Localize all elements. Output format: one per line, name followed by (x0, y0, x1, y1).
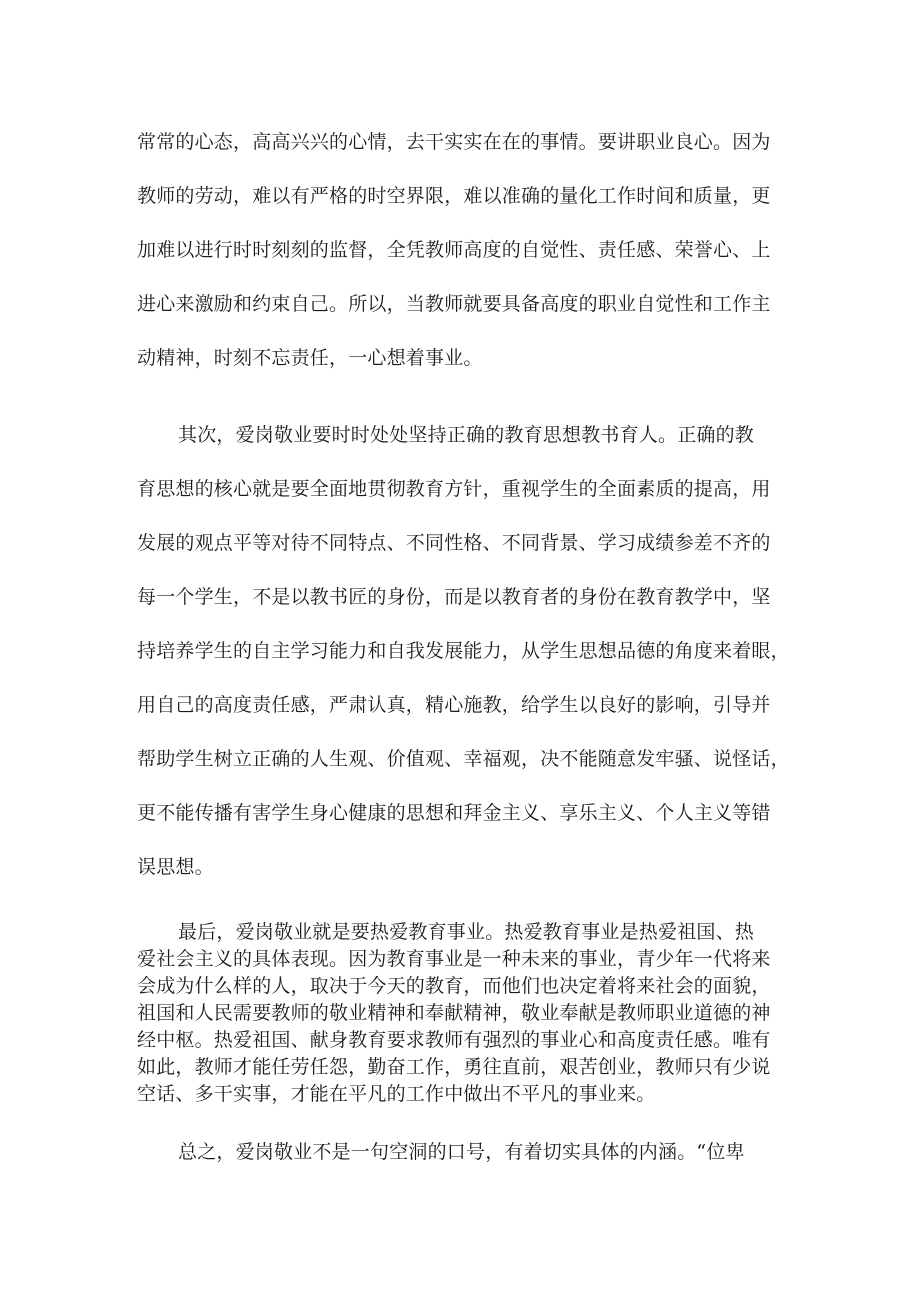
text-line: 祖国和人民需要教师的敬业精神和奉献精神，敬业奉献是教师职业道德的神 (137, 1002, 771, 1024)
text-line: 如此，教师才能任劳任怨，勤奋工作，勇往直前，艰苦创业，教师只有少说 (137, 1056, 771, 1078)
text-line: 持培养学生的自主学习能力和自我发展能力，从学生思想品德的角度来着眼， (137, 640, 790, 662)
text-line: 最后，爱岗敬业就是要热爱教育事业。热爱教育事业是热爱祖国、热 (178, 921, 755, 943)
text-line: 更不能传播有害学生身心健康的思想和拜金主义、享乐主义、个人主义等错 (137, 802, 771, 824)
text-line: 常常的心态，高高兴兴的心情，去干实实在在的事情。要讲职业良心。因为 (137, 131, 771, 153)
text-line: 空话、多干实事，才能在平凡的工作中做出不平凡的事业来。 (137, 1083, 656, 1105)
text-line: 总之，爱岗敬业不是一句空洞的口号，有着切实具体的内涵。“位卑 (178, 1141, 745, 1163)
text-line: 经中枢。热爱祖国、献身教育要求教师有强烈的事业心和高度责任感。唯有 (137, 1029, 771, 1051)
text-line: 发展的观点平等对待不同特点、不同性格、不同背景、学习成绩参差不齐的 (137, 532, 771, 554)
text-line: 动精神，时刻不忘责任，一心想着事业。 (137, 347, 483, 369)
text-line: 加难以进行时时刻刻的监督，全凭教师高度的自觉性、责任感、荣誉心、上 (137, 239, 771, 261)
text-line: 育思想的核心就是要全面地贯彻教育方针，重视学生的全面素质的提高，用 (137, 478, 771, 500)
text-line: 误思想。 (137, 856, 214, 878)
text-line: 会成为什么样的人，取决于今天的教育，而他们也决定着将来社会的面貌， (137, 975, 771, 997)
text-line: 帮助学生树立正确的人生观、价值观、幸福观，决不能随意发牢骚、说怪话， (137, 748, 790, 770)
text-line: 每一个学生，不是以教书匠的身份，而是以教育者的身份在教育教学中，坚 (137, 586, 771, 608)
text-line: 教师的劳动，难以有严格的时空界限，难以准确的量化工作时间和质量，更 (137, 185, 771, 207)
text-line: 用自己的高度责任感，严肃认真，精心施教，给学生以良好的影响，引导并 (137, 694, 771, 716)
text-line: 进心来激励和约束自己。所以，当教师就要具备高度的职业自觉性和工作主 (137, 293, 771, 315)
text-line: 其次，爱岗敬业要时时处处坚持正确的教育思想教书育人。正确的教 (178, 424, 755, 446)
text-line: 爱社会主义的具体表现。因为教育事业是一种未来的事业，青少年一代将来 (137, 948, 771, 970)
